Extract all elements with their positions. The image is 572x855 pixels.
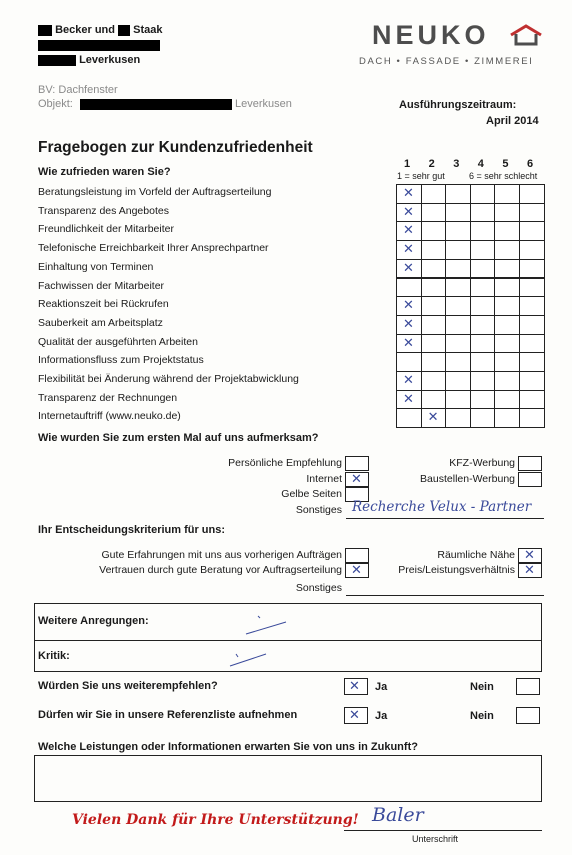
option-label: KFZ-Werbung xyxy=(449,457,515,469)
satisfaction-heading: Wie zufrieden waren Sie? xyxy=(38,166,171,178)
criteria-other-line[interactable] xyxy=(346,595,544,596)
rating-cell[interactable] xyxy=(494,334,520,354)
signature-label: Unterschrift xyxy=(412,834,459,844)
suggestions-label: Weitere Anregungen: xyxy=(38,615,149,627)
rating-cell[interactable] xyxy=(445,259,471,279)
cross-mark-icon: ✕ xyxy=(524,548,535,563)
rating-cell[interactable] xyxy=(494,390,520,410)
rating-cell[interactable] xyxy=(421,296,447,316)
rating-cell[interactable] xyxy=(519,371,545,391)
rating-cell[interactable] xyxy=(445,278,471,298)
rating-cell[interactable] xyxy=(494,259,520,279)
rating-cell[interactable] xyxy=(494,315,520,335)
option-label: Persönliche Empfehlung xyxy=(228,457,342,469)
rating-cell[interactable] xyxy=(519,240,545,260)
sender-line-3 xyxy=(38,54,140,66)
scale-number: 1 xyxy=(404,158,411,170)
zeitraum-label: Ausführungszeitraum: xyxy=(399,99,517,111)
satisfaction-row-label: Internetauftriff (www.neuko.de) xyxy=(38,410,181,423)
rating-cell[interactable] xyxy=(470,259,496,279)
signature-line xyxy=(344,830,542,831)
redacted-block xyxy=(80,99,232,110)
rating-cell[interactable] xyxy=(421,315,447,335)
rating-cell[interactable] xyxy=(445,203,471,223)
rating-cell[interactable] xyxy=(519,315,545,335)
scale-worst-label: 6 = sehr schlecht xyxy=(469,171,538,181)
rating-cell[interactable] xyxy=(445,352,471,372)
future-question: Welche Leistungen oder Informationen erwarten Sie von uns in Zukunft? xyxy=(38,741,418,753)
rating-cell[interactable] xyxy=(519,203,545,223)
option-label: Vertrauen durch gute Beratung vor Auftragserteilung xyxy=(99,564,342,576)
scale-number: 5 xyxy=(502,158,509,170)
satisfaction-row-label: Beratungsleistung im Vorfeld der Auftragserteilung xyxy=(38,186,272,198)
rating-cell[interactable] xyxy=(519,408,545,428)
cross-mark-icon: ✕ xyxy=(403,186,414,201)
rating-cell[interactable] xyxy=(445,240,471,260)
criticism-label: Kritik: xyxy=(38,650,70,662)
rating-cell[interactable] xyxy=(519,221,545,241)
recommend-no-checkbox[interactable] xyxy=(516,678,540,695)
rating-cell[interactable] xyxy=(445,315,471,335)
rating-cell[interactable] xyxy=(494,371,520,391)
cross-mark-icon: ✕ xyxy=(351,563,362,578)
cross-mark-icon: ✕ xyxy=(403,204,414,220)
logo-tagline: DACH • FASSADE • ZIMMEREI xyxy=(359,56,534,67)
rating-cell[interactable] xyxy=(494,240,520,260)
satisfaction-row-label: Telefonische Erreichbarkeit Ihrer Ansprechpartner xyxy=(38,242,269,255)
satisfaction-row-label: Freundlichkeit der Mitarbeiter xyxy=(38,223,174,236)
first-contact-other-value[interactable]: Recherche Velux - Partner xyxy=(352,499,532,515)
rating-cell[interactable] xyxy=(445,221,471,241)
redacted-block xyxy=(38,25,52,36)
rating-cell[interactable] xyxy=(494,221,520,241)
rating-cell[interactable] xyxy=(519,390,545,410)
sender-line-1 xyxy=(38,24,162,36)
scale-number: 6 xyxy=(527,158,534,170)
rating-cell[interactable] xyxy=(396,352,422,372)
cross-mark-icon: ✕ xyxy=(403,373,414,388)
rating-cell[interactable] xyxy=(470,203,496,223)
satisfaction-row-label: Transparenz der Rechnungen xyxy=(38,391,178,404)
reference-no-checkbox[interactable] xyxy=(516,707,540,724)
option-checkbox[interactable] xyxy=(518,456,542,471)
rating-cell[interactable] xyxy=(421,390,447,410)
rating-cell[interactable] xyxy=(421,203,447,223)
rating-cell[interactable] xyxy=(421,352,447,372)
reference-yes-cross-icon: ✕ xyxy=(349,708,360,723)
rating-cell[interactable] xyxy=(421,371,447,391)
sender-name-part1: Becker und xyxy=(55,24,115,36)
house-roof-icon xyxy=(508,23,544,47)
rating-cell[interactable] xyxy=(445,184,471,204)
rating-cell[interactable] xyxy=(470,408,496,428)
rating-cell[interactable] xyxy=(470,221,496,241)
first-contact-heading: Wie wurden Sie zum ersten Mal auf uns aufmerksam? xyxy=(38,432,319,444)
sender-city: Leverkusen xyxy=(79,54,141,66)
cross-mark-icon: ✕ xyxy=(403,335,414,351)
rating-cell[interactable] xyxy=(494,352,520,372)
rating-cell[interactable] xyxy=(470,334,496,354)
redacted-block xyxy=(118,25,130,36)
sender-name-part2: Staak xyxy=(133,24,163,36)
reference-question: Dürfen wir Sie in unsere Referenzliste aufnehmen xyxy=(38,709,298,721)
rating-cell[interactable] xyxy=(519,259,545,279)
satisfaction-row-label: Qualität der ausgeführten Arbeiten xyxy=(38,335,198,348)
satisfaction-row-label: Reaktionszeit bei Rückrufen xyxy=(38,298,169,311)
thanks-text: Vielen Dank für Ihre Unterstützung! xyxy=(72,812,359,828)
rating-cell[interactable] xyxy=(470,390,496,410)
option-label: Gute Erfahrungen mit uns aus vorherigen Aufträgen xyxy=(101,549,342,561)
objekt-city: Leverkusen xyxy=(234,98,292,110)
feedback-divider xyxy=(35,640,541,641)
rating-cell[interactable] xyxy=(494,408,520,428)
objekt-line xyxy=(38,98,292,110)
cross-mark-icon: ✕ xyxy=(403,391,414,407)
recommend-no-label: Nein xyxy=(470,681,494,693)
rating-cell[interactable] xyxy=(470,352,496,372)
option-label: Räumliche Nähe xyxy=(437,549,515,561)
rating-cell[interactable] xyxy=(470,240,496,260)
rating-cell[interactable] xyxy=(445,390,471,410)
option-checkbox[interactable] xyxy=(518,472,542,487)
future-answer-box[interactable] xyxy=(34,755,542,802)
rating-cell[interactable] xyxy=(519,334,545,354)
option-label: Baustellen-Werbung xyxy=(420,472,515,485)
rating-cell[interactable] xyxy=(519,184,545,204)
rating-cell[interactable] xyxy=(421,278,447,298)
redacted-block xyxy=(38,40,160,51)
cross-mark-icon: ✕ xyxy=(403,242,414,258)
scale-number: 2 xyxy=(428,158,435,170)
rating-cell[interactable] xyxy=(445,296,471,316)
recommend-yes-cross-icon: ✕ xyxy=(349,679,360,694)
zeitraum-value: April 2014 xyxy=(486,115,539,127)
rating-cell[interactable] xyxy=(396,408,422,428)
satisfaction-row-label: Informationsfluss zum Projektstatus xyxy=(38,354,204,367)
satisfaction-row-label: Flexibilität bei Änderung während der Projektabwicklung xyxy=(38,373,299,385)
rating-cell[interactable] xyxy=(470,371,496,391)
cross-mark-icon: ✕ xyxy=(351,471,362,487)
scale-number: 4 xyxy=(477,158,484,170)
pen-stroke-suggestions xyxy=(240,612,292,638)
rating-cell[interactable] xyxy=(421,240,447,260)
satisfaction-row-label: Transparenz des Angebotes xyxy=(38,204,169,217)
page-title: Fragebogen zur Kundenzufriedenheit xyxy=(38,139,313,156)
rating-cell[interactable] xyxy=(470,315,496,335)
satisfaction-row-label: Sauberkeit am Arbeitsplatz xyxy=(38,316,163,329)
rating-cell[interactable] xyxy=(470,296,496,316)
rating-cell[interactable] xyxy=(494,278,520,298)
objekt-label: Objekt: xyxy=(38,98,73,110)
reference-no-label: Nein xyxy=(470,710,494,722)
rating-cell[interactable] xyxy=(470,278,496,298)
cross-mark-icon: ✕ xyxy=(427,410,439,426)
cross-mark-icon: ✕ xyxy=(524,563,535,578)
rating-cell[interactable] xyxy=(494,203,520,223)
company-logo xyxy=(372,20,490,51)
logo-name: NEUKO xyxy=(372,20,490,50)
cross-mark-icon: ✕ xyxy=(403,316,414,332)
first-contact-other-line xyxy=(346,518,544,519)
rating-cell[interactable] xyxy=(445,408,471,428)
rating-cell[interactable] xyxy=(445,371,471,391)
cross-mark-icon: ✕ xyxy=(403,223,414,239)
pen-stroke-criticism xyxy=(226,646,272,670)
rating-cell[interactable] xyxy=(421,221,447,241)
recommend-question: Würden Sie uns weiterempfehlen? xyxy=(38,680,218,692)
cross-mark-icon: ✕ xyxy=(403,260,414,276)
rating-cell[interactable] xyxy=(421,259,447,279)
rating-cell[interactable] xyxy=(421,184,447,204)
cross-mark-icon: ✕ xyxy=(403,298,414,314)
reference-yes-label: Ja xyxy=(375,710,388,722)
signature: Baler xyxy=(372,804,424,826)
rating-cell[interactable] xyxy=(519,352,545,372)
rating-cell[interactable] xyxy=(494,184,520,204)
recommend-yes-label: Ja xyxy=(375,681,388,693)
bv-label: BV: Dachfenster xyxy=(38,84,118,96)
sender-line-2 xyxy=(38,39,160,51)
rating-cell[interactable] xyxy=(445,334,471,354)
criteria-heading: Ihr Entscheidungskriterium für uns: xyxy=(38,524,226,536)
scale-number: 3 xyxy=(453,158,460,170)
satisfaction-row-label: Fachwissen der Mitarbeiter xyxy=(38,279,165,292)
first-contact-other-label: Sonstiges xyxy=(295,504,342,516)
rating-cell[interactable] xyxy=(470,184,496,204)
criteria-other-label: Sonstiges xyxy=(295,582,342,594)
option-label: Internet xyxy=(306,472,342,485)
satisfaction-row-label: Einhaltung von Terminen xyxy=(38,260,154,273)
option-label: Preis/Leistungsverhältnis xyxy=(398,564,515,576)
option-label: Gelbe Seiten xyxy=(281,488,342,500)
rating-cell[interactable] xyxy=(421,334,447,354)
rating-cell[interactable] xyxy=(396,278,422,298)
redacted-block xyxy=(38,55,76,66)
rating-cell[interactable] xyxy=(519,278,545,298)
scale-best-label: 1 = sehr gut xyxy=(397,171,445,181)
rating-cell[interactable] xyxy=(494,296,520,316)
rating-cell[interactable] xyxy=(519,296,545,316)
